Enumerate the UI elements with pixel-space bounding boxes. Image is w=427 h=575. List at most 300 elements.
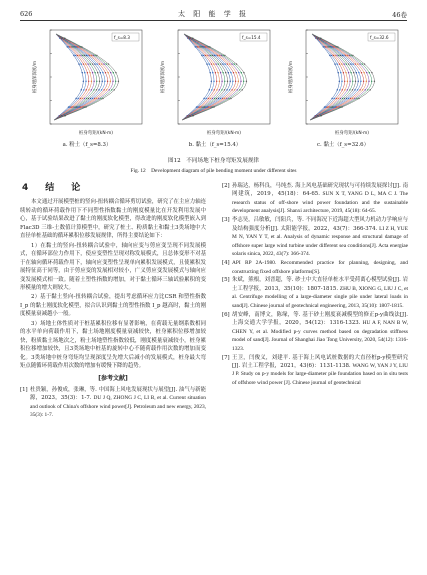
- curve-marker: [218, 98, 219, 99]
- curve-marker: [240, 81, 241, 82]
- reference-number: [4]: [222, 260, 230, 267]
- reference-text-en: LI Z H, YUE M N, YAN Y T, et al. Analysis of dynamic response and structural damage of offshore super large wind turbine under different sea conditions[J]. Acta energiae solaris sinica, 2022, 43(7): 366-374.: [232, 225, 408, 258]
- curve-marker: [222, 55, 223, 56]
- curve-marker: [93, 55, 94, 56]
- curve-marker: [83, 89, 84, 90]
- curve-marker: [85, 81, 86, 82]
- curve-marker: [101, 89, 102, 90]
- curve-marker: [337, 89, 338, 90]
- reference-number: [5]: [222, 277, 230, 284]
- curve-marker: [335, 55, 336, 56]
- curve-marker: [344, 98, 345, 99]
- curve-marker: [367, 89, 368, 90]
- curve-marker: [241, 72, 242, 73]
- curve-marker: [356, 72, 357, 73]
- curve-marker: [77, 55, 78, 56]
- curve-marker: [205, 55, 206, 56]
- curve-marker: [342, 98, 343, 99]
- curve-marker: [107, 72, 108, 73]
- y-axis-label: 桩身埋深深度/m: [161, 60, 166, 94]
- curve-marker: [361, 72, 362, 73]
- reference-text-cn: 孙瑞达，杨科良，马纯杰. 海上风电基础研究现状与可持续发展探讨[J]. 南网建筑，2019，45(18)：64-65.: [232, 183, 408, 198]
- curve-marker: [82, 98, 83, 99]
- paragraph: 3）场地土体性质对于桩基累积位移有显著影响，在荷载无量纲系数相同的水平单向荷载作用下，黏土场地刚度模量衰减较快，桩身累积位移增加较快，粉质黏土场地次之，粉土场地塑性指数较低，刚度模量衰减较小，桩身累积位移增加较快，且3类场地中桩基的旋转中心不随荷载作用次数的增加而变化。3类场地中桩身弯矩均呈现深度呈先增大后减小的发展模式，桩身最大弯矩点随循环荷载作用次数的增加有缓慢下降的趋势。: [20, 320, 206, 370]
- curve-marker: [217, 55, 218, 56]
- curve-marker: [225, 72, 226, 73]
- curve-marker: [220, 72, 221, 73]
- chart-panel-b: [156, 24, 274, 138]
- curve-marker: [343, 63, 344, 64]
- legend-label: f_s=8.3: [114, 35, 130, 40]
- curve-marker: [98, 89, 99, 90]
- curve-marker: [368, 81, 369, 82]
- curve-marker: [110, 81, 111, 82]
- curve-marker: [213, 106, 214, 107]
- curve-marker: [220, 98, 221, 99]
- curve-marker: [84, 98, 85, 99]
- curve-marker: [210, 72, 211, 73]
- curve-marker: [105, 72, 106, 73]
- reference-text-en: WANG W, YAN J Y, LIU J P. Study on p-y models for large-diameter pile foundation based on in situ tests of offshore wind power [J]. Chinese journal of geotechnical: [232, 363, 408, 386]
- x-axis-label: 桩身弯矩/(kN·m): [335, 131, 369, 136]
- curve-marker: [242, 89, 243, 90]
- curve-marker: [87, 72, 88, 73]
- curve-marker: [209, 46, 210, 47]
- curve-marker: [113, 72, 114, 73]
- curve-marker: [85, 63, 86, 64]
- curve-marker: [81, 89, 82, 90]
- curve-marker: [222, 98, 223, 99]
- curve-marker: [340, 55, 341, 56]
- curve-marker: [210, 55, 211, 56]
- curve-marker: [79, 55, 80, 56]
- curve-marker: [354, 98, 355, 99]
- right-column: [222, 182, 408, 388]
- curve-marker: [209, 89, 210, 90]
- curve-marker: [345, 72, 346, 73]
- curve-marker: [203, 55, 204, 56]
- curve-marker: [64, 38, 65, 39]
- reference-number: [6]: [222, 311, 230, 318]
- curve-marker: [366, 72, 367, 73]
- curve-marker: [336, 55, 337, 56]
- curve-marker: [342, 89, 343, 90]
- curve-marker: [193, 115, 194, 116]
- curve-marker: [339, 81, 340, 82]
- curve-marker: [203, 98, 204, 99]
- paragraph: 1）在黏土的竖向-扭转耦合试验中，轴向应变与剪应变呈现不同发展模式，在循环部位力作用下，使应变塑性呈现对称发展模式，且总体变形不对基于在轴向循环荷载作用下，轴向应变塑性呈现单向累积发展模式，且使累积发展特征高于同等，由于剪应变的发展相对较小，广义剪应变发展模式与轴向应变发展模式相一致。随着土塑性指数的增加，对于黏土循环三轴试验累积的变形模量的增大则较大。: [20, 242, 206, 291]
- curve-marker: [211, 89, 212, 90]
- curve-marker: [352, 89, 353, 90]
- curve-marker: [219, 81, 220, 82]
- curve-marker: [115, 81, 116, 82]
- curve-marker: [346, 63, 347, 64]
- curve-marker: [329, 55, 330, 56]
- x-axis-label: 桩身弯矩/(kN·m): [79, 131, 113, 136]
- curve-marker: [224, 55, 225, 56]
- curve-marker: [243, 81, 244, 82]
- x-axis-label: 桩身弯矩/(kN·m): [207, 131, 241, 136]
- curve-marker: [212, 98, 213, 99]
- curve-marker: [102, 98, 103, 99]
- reference-text-cn: 杜贵颖，孙俊成，张琳，等. 中国海上风电发展现状与展望[J]. 油气与新能源，2023，35(3)：1-7.: [30, 386, 206, 402]
- page-header: [20, 8, 407, 20]
- curve-marker: [88, 98, 89, 99]
- curve-marker: [362, 63, 363, 64]
- curve-marker: [206, 98, 207, 99]
- curve-marker: [88, 89, 89, 90]
- chart-panel-a: [28, 24, 146, 138]
- curve-marker: [354, 89, 355, 90]
- curve-marker: [235, 72, 236, 73]
- figure-12: [28, 24, 403, 154]
- reference-item: [222, 354, 408, 388]
- curve-marker: [228, 72, 229, 73]
- curve-marker: [349, 55, 350, 56]
- curve-marker: [364, 63, 365, 64]
- curve-marker: [321, 115, 322, 116]
- curve-marker: [104, 81, 105, 82]
- curve-marker: [342, 55, 343, 56]
- panel-sublabel: a. 粉土（f_s=8.3）: [62, 142, 112, 148]
- curve-marker: [331, 55, 332, 56]
- curve-marker: [101, 63, 102, 64]
- legend-label: f_s=15.4: [242, 35, 261, 40]
- curve-marker: [83, 81, 84, 82]
- curve-marker: [89, 55, 90, 56]
- curve-marker: [219, 55, 220, 56]
- curve-marker: [231, 63, 232, 64]
- curve-marker: [359, 63, 360, 64]
- curve-marker: [102, 72, 103, 73]
- curve-marker: [213, 63, 214, 64]
- curve-marker: [207, 55, 208, 56]
- paragraph: 2）基于黏土竖向-扭转耦合试验，提出考虑循环应力比CSR 和塑性指数 I_p 的黏土刚度软化模型，拟合认识到黏土的塑性指数 I_p 越高时，黏土的刚度模量衰减越小一般。: [20, 294, 206, 318]
- reference-item: [222, 216, 408, 258]
- curve-marker: [331, 98, 332, 99]
- curve-marker: [333, 55, 334, 56]
- curve-marker: [370, 89, 371, 90]
- curve-marker: [224, 98, 225, 99]
- curve-marker: [82, 55, 83, 56]
- curve-marker: [211, 81, 212, 82]
- curve-marker: [108, 63, 109, 64]
- curve-marker: [346, 98, 347, 99]
- curve-marker: [106, 89, 107, 90]
- curve-marker: [230, 98, 231, 99]
- reference-text-cn: 李志昊，吕敏敏，闫阳兵，等. 不同海况下近海超大型风力机动力学响应与及结构强度分析[J]. 太阳能学报，2022，43(7)：366-374.: [232, 217, 408, 232]
- curve-marker: [94, 72, 95, 73]
- curve-marker: [349, 89, 350, 90]
- curve-marker: [98, 98, 99, 99]
- curve-marker: [89, 72, 90, 73]
- curve-marker: [340, 98, 341, 99]
- curve-marker: [87, 55, 88, 56]
- curve-marker: [86, 89, 87, 90]
- curve-marker: [352, 63, 353, 64]
- curve-marker: [358, 98, 359, 99]
- page-number: 626: [20, 10, 33, 18]
- panel-sublabel: b. 黏土（f_s=15.4）: [188, 142, 242, 148]
- curve-marker: [82, 72, 83, 73]
- curve-marker: [91, 55, 92, 56]
- curve-marker: [365, 89, 366, 90]
- curve-marker: [238, 72, 239, 73]
- curve-marker: [371, 81, 372, 82]
- curve-marker: [215, 55, 216, 56]
- curve-marker: [206, 63, 207, 64]
- figure-panel-b: [156, 24, 274, 154]
- curve-marker: [91, 89, 92, 90]
- section-title: 4 结 论: [22, 183, 85, 193]
- figure-panel-a: [28, 24, 146, 154]
- curve-marker: [220, 63, 221, 64]
- curve-marker: [90, 63, 91, 64]
- curve-marker: [100, 98, 101, 99]
- curve-marker: [341, 106, 342, 107]
- curve-marker: [94, 63, 95, 64]
- reference-item: [222, 182, 408, 216]
- reference-text-cn: 朱斌，熊根，刘晋超，等. 砂土中大直径单桩水平受荷离心模型试验[J]. 岩土工程学报，2013，35(10)：1807-1815.: [232, 277, 408, 292]
- curve-marker: [96, 55, 97, 56]
- curve-marker: [338, 72, 339, 73]
- curve-marker: [356, 98, 357, 99]
- curve-marker: [96, 81, 97, 82]
- curve-marker: [232, 81, 233, 82]
- reference-text-en: ZHU B, XIONG G, LIU J C, et al. Centrifuge modelling of a large-diameter single pile under lateral loads in sand[J]. Chinese journal of geotechnical engineering, 2013, 35(10): 1807-1815.: [232, 285, 408, 309]
- curve-marker: [112, 81, 113, 82]
- curve-marker: [99, 63, 100, 64]
- curve-marker: [359, 89, 360, 90]
- curve-marker: [371, 72, 372, 73]
- curve-marker: [78, 98, 79, 99]
- curve-marker: [218, 63, 219, 64]
- curve-marker: [355, 81, 356, 82]
- curve-marker: [360, 81, 361, 82]
- curve-marker: [340, 72, 341, 73]
- curve-marker: [110, 72, 111, 73]
- curve-marker: [94, 55, 95, 56]
- curve-marker: [243, 72, 244, 73]
- curve-marker: [75, 55, 76, 56]
- curve-marker: [366, 81, 367, 82]
- y-axis-label: 桩身埋深深度/m: [289, 60, 294, 94]
- curve-marker: [357, 63, 358, 64]
- curve-marker: [217, 72, 218, 73]
- curve-marker: [115, 72, 116, 73]
- curve-marker: [88, 81, 89, 82]
- curve-marker: [97, 72, 98, 73]
- left-column: [20, 182, 206, 420]
- curve-marker: [235, 81, 236, 82]
- curve-marker: [93, 89, 94, 90]
- curve-marker: [111, 89, 112, 90]
- reference-number: [1]: [20, 386, 28, 393]
- reference-text-cn: 王卫，闫俊义，刘建平. 基于海上风电试桩数据的大直径桩p-y模型研究[J]. 岩土工程学报，2021，43(6)：1131-1138.: [232, 354, 408, 370]
- curve-marker: [73, 55, 74, 56]
- curve-marker: [230, 72, 231, 73]
- curve-marker: [239, 89, 240, 90]
- curve-marker: [209, 63, 210, 64]
- curve-marker: [234, 89, 235, 90]
- curve-marker: [192, 38, 193, 39]
- reference-text-en: HU A F, NAN B W, CHEN Y, et al. Modified p-y curves method based on degradation stiffness model of sand[J]. Journal of Shanghai Jiao Tong University, 2020, 54(12): 1316-1323.: [232, 320, 408, 352]
- chart-panel-c: [284, 24, 402, 138]
- reference-item: [222, 311, 408, 353]
- curve-marker: [208, 55, 209, 56]
- curve-marker: [80, 98, 81, 99]
- curve-marker: [369, 72, 370, 73]
- curve-marker: [358, 72, 359, 73]
- curve-marker: [214, 89, 215, 90]
- curve-marker: [345, 55, 346, 56]
- curve-marker: [96, 89, 97, 90]
- curve-marker: [339, 89, 340, 90]
- curve-marker: [214, 55, 215, 56]
- plot-frame: [50, 30, 142, 124]
- legend-label: f_s=32.6: [370, 35, 389, 40]
- curve-marker: [213, 81, 214, 82]
- curve-marker: [348, 72, 349, 73]
- curve-marker: [227, 81, 228, 82]
- curve-marker: [363, 72, 364, 73]
- curve-marker: [347, 89, 348, 90]
- curve-marker: [65, 115, 66, 116]
- curve-marker: [103, 89, 104, 90]
- figure-panel-c: [284, 24, 402, 154]
- reference-text-en: DU J Q, ZHONG J C, LI B, et al. Current situation and outlook of China's offshore wind power[J]. Petroleum and new energy, 2023, 35(3): 1-7.: [30, 395, 207, 419]
- figure-caption-cn: 图12 不同场地下桩身弯矩发展规律: [167, 158, 260, 164]
- curve-marker: [93, 81, 94, 82]
- curve-marker: [347, 81, 348, 82]
- curve-marker: [350, 98, 351, 99]
- reference-number: [7]: [222, 354, 230, 361]
- curve-marker: [94, 98, 95, 99]
- curve-marker: [236, 63, 237, 64]
- curve-marker: [211, 63, 212, 64]
- curve-marker: [80, 55, 81, 56]
- curve-marker: [336, 98, 337, 99]
- curve-marker: [362, 89, 363, 90]
- reference-text-en: SUN X T, YANG D L, MA C J. The research status of off-shore wind power foundation and the sustainable development analysis[J]. Shanxi architecture, 2019, 45(18): 64-65.: [232, 191, 408, 215]
- curve-marker: [234, 63, 235, 64]
- curve-marker: [96, 98, 97, 99]
- curve-marker: [212, 55, 213, 56]
- curve-marker: [229, 63, 230, 64]
- curve-marker: [337, 46, 338, 47]
- curve-marker: [230, 81, 231, 82]
- curve-marker: [78, 63, 79, 64]
- journal-title: 太 阳 能 学 报: [178, 10, 249, 18]
- reference-text-cn: 胡安峰，南博文，陈缘，等. 基于砂土刚度衰减模型的修正p-y曲线法[J]. 上海交通大学学报，2020，54(12)：1316-1323.: [232, 311, 408, 327]
- curve-marker: [320, 38, 321, 39]
- curve-marker: [348, 63, 349, 64]
- curve-marker: [350, 72, 351, 73]
- curve-marker: [343, 55, 344, 56]
- curve-marker: [118, 81, 119, 82]
- curve-marker: [109, 89, 110, 90]
- curve-marker: [96, 63, 97, 64]
- curve-marker: [212, 72, 213, 73]
- curve-marker: [102, 81, 103, 82]
- curve-marker: [222, 72, 223, 73]
- figure-caption-en: Fig. 12 Development diagram of pile bending moment under different sites: [130, 168, 297, 174]
- curve-marker: [341, 63, 342, 64]
- curve-marker: [215, 63, 216, 64]
- curve-marker: [85, 106, 86, 107]
- curve-marker: [224, 63, 225, 64]
- curve-marker: [221, 89, 222, 90]
- curve-marker: [352, 98, 353, 99]
- curve-marker: [216, 98, 217, 99]
- curve-marker: [358, 81, 359, 82]
- curve-marker: [339, 63, 340, 64]
- curve-marker: [84, 72, 85, 73]
- curve-marker: [363, 81, 364, 82]
- curve-marker: [344, 89, 345, 90]
- curve-marker: [86, 98, 87, 99]
- curve-marker: [92, 63, 93, 64]
- y-axis-label: 桩身埋深深度/m: [33, 60, 38, 94]
- curve-marker: [231, 89, 232, 90]
- curve-marker: [201, 55, 202, 56]
- curve-marker: [91, 81, 92, 82]
- curve-marker: [350, 63, 351, 64]
- paragraph: 本文通过开展模型桩的竖向-扭转耦合循环剪切试验，研究了在主应力轴连续转动的循环荷载作用下不同塑性指数黏土的刚度模量比在开发利用发展中心，基于试验结果改进了黏土的刚度软化模型，得改进的刚度软化模型嵌入到 Flac3D 三维-土数值计算模型中，研究了桩土、粉质黏土和黏土3类场地中大直径单桩基础的循环累积位移发展规律，所得主要结论如下：: [20, 199, 206, 240]
- curve-marker: [246, 81, 247, 82]
- curve-marker: [216, 81, 217, 82]
- curve-marker: [90, 98, 91, 99]
- curve-marker: [347, 55, 348, 56]
- curve-marker: [100, 72, 101, 73]
- curve-marker: [334, 63, 335, 64]
- curve-marker: [103, 63, 104, 64]
- curve-marker: [221, 81, 222, 82]
- curve-marker: [210, 98, 211, 99]
- curve-marker: [84, 55, 85, 56]
- panel-sublabel: c. 黏土（f_s=32.6）: [317, 142, 369, 148]
- curve-marker: [237, 89, 238, 90]
- curve-marker: [238, 81, 239, 82]
- curve-marker: [216, 89, 217, 90]
- curve-marker: [357, 89, 358, 90]
- curve-marker: [224, 81, 225, 82]
- curve-marker: [352, 81, 353, 82]
- curve-marker: [355, 63, 356, 64]
- curve-marker: [341, 81, 342, 82]
- curve-marker: [348, 98, 349, 99]
- curve-marker: [334, 98, 335, 99]
- reference-number: [2]: [222, 183, 230, 189]
- curve-marker: [227, 63, 228, 64]
- curve-marker: [229, 89, 230, 90]
- curve-marker: [208, 98, 209, 99]
- curve-marker: [83, 63, 84, 64]
- plot-frame: [178, 30, 270, 124]
- plot-frame: [306, 30, 398, 124]
- curve-marker: [99, 81, 100, 82]
- curve-marker: [349, 81, 350, 82]
- curve-marker: [86, 55, 87, 56]
- curve-marker: [226, 89, 227, 90]
- volume-label: 46卷: [392, 11, 407, 19]
- reference-item: [222, 259, 408, 276]
- reference-number: [3]: [222, 217, 230, 224]
- curve-marker: [81, 63, 82, 64]
- curve-marker: [214, 98, 215, 99]
- reference-item: [222, 276, 408, 310]
- curve-marker: [221, 55, 222, 56]
